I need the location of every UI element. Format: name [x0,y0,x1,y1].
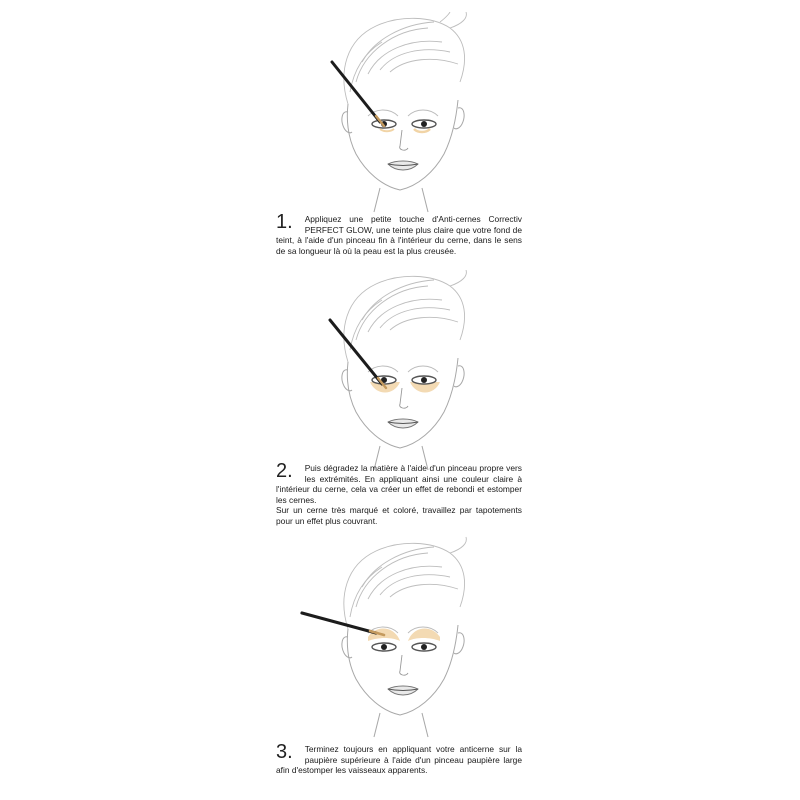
nose-and-mouth [388,388,418,428]
hair-sketch [344,537,466,629]
instruction-step-1 [276,211,522,256]
nose-and-mouth [388,655,418,695]
step-text: Terminez toujours en appliquant votre anticerne sur la paupière supérieure à l'aide d'un pinceau paupière large afin d'estomper les vaisseaux apparents. [276,744,522,776]
step-text: Puis dégradez la matière à l'aide d'un pinceau propre vers les extrémités. En appliquant ainsi une couleur claire à l'intérieur du cerne, cela va créer un effet de rebondi et estomper les cernes. [276,463,522,505]
step-text-extra: Sur un cerne très marqué et coloré, travaillez par tapotements pour un effet plus couvrant. [276,505,522,526]
face-illustration-step-3 [310,537,490,747]
hair-sketch [344,12,466,104]
brush-icon [330,320,386,388]
face-outline [342,625,464,737]
brush-icon [332,62,384,126]
brush-icon [302,613,384,635]
face-illustration-step-2 [310,270,490,480]
eyes [368,627,440,651]
face-outline [342,358,464,470]
nose-and-mouth [388,130,418,170]
step-text: Appliquez une petite touche d'Anti-cernes Correctiv PERFECT GLOW, une teinte plus claire que votre fond de teint, à l'aide d'un pinceau fin à l'intérieur du cerne, dans le sens de sa longueur là où la peau est la plus creusée. [276,214,522,256]
face-outline [342,100,464,212]
hair-sketch [344,270,466,362]
step-number: 1. [276,211,293,233]
step-number: 2. [276,460,293,482]
instruction-step-3 [276,741,522,776]
face-illustration-step-1 [310,12,490,222]
step-number: 3. [276,741,293,763]
instruction-step-2 [276,460,522,527]
